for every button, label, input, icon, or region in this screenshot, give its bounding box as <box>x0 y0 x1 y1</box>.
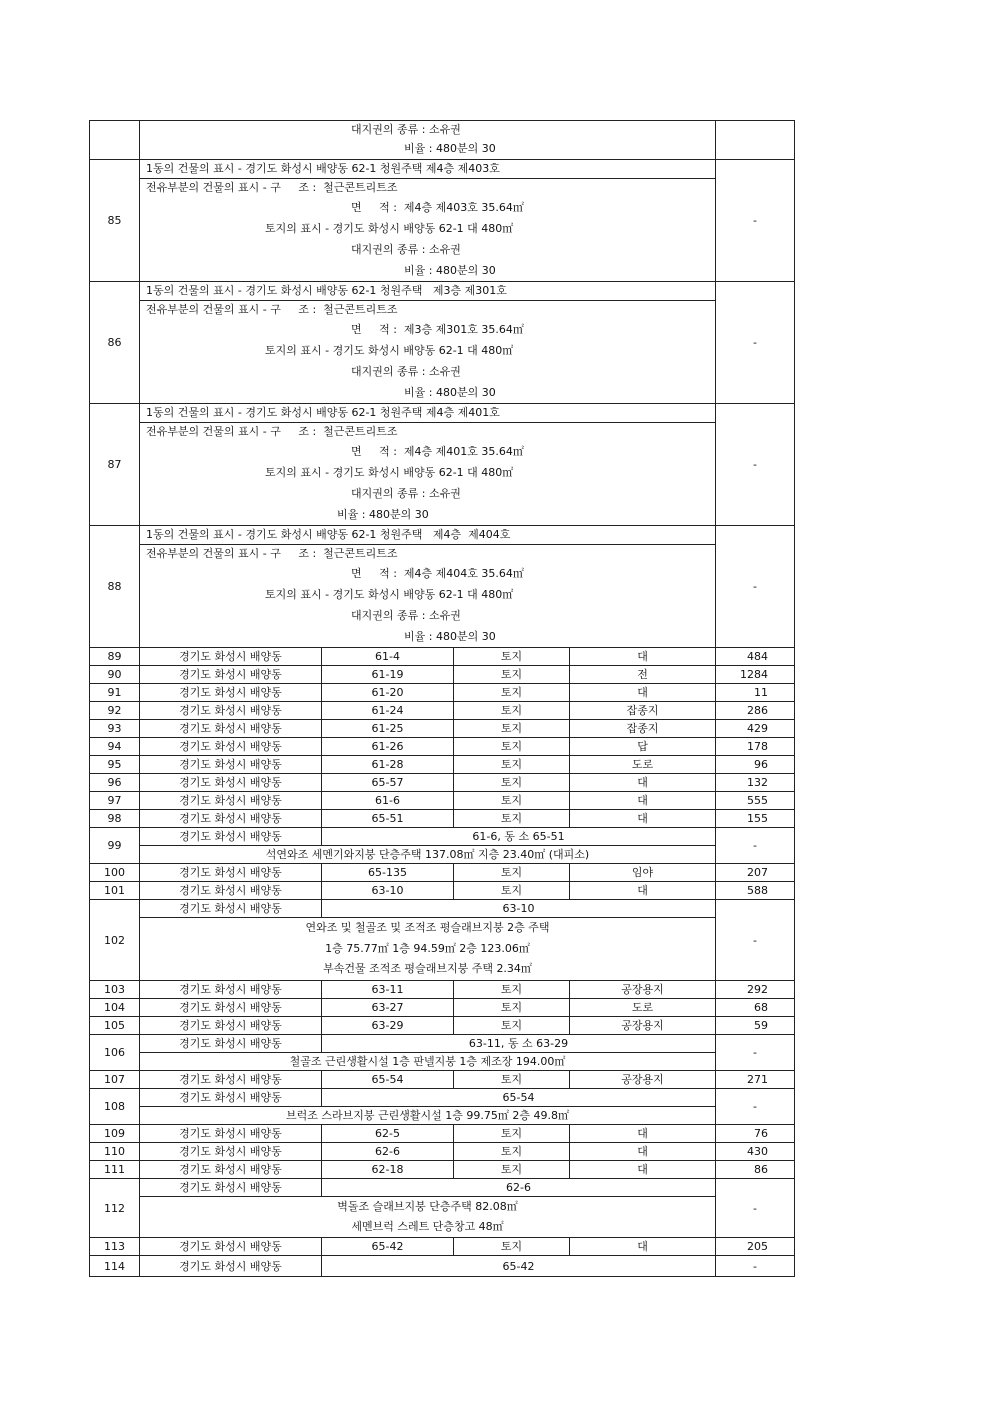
table-row <box>90 1089 795 1107</box>
property-table <box>89 120 795 1277</box>
address-cell: 경기도 화성시 배양동 <box>140 1089 322 1107</box>
area-cell: 430 <box>716 1143 795 1161</box>
row-number: 111 <box>90 1161 140 1179</box>
block-line: 토지의 표시 - 경기도 화성시 배양동 62-1 대 480㎡ <box>265 222 514 235</box>
table-row <box>90 918 795 981</box>
table-row <box>90 526 795 648</box>
kind-cell: 토지 <box>454 774 570 792</box>
use-cell: 대 <box>570 1238 716 1256</box>
area-cell: 76 <box>716 1125 795 1143</box>
kind-cell: 토지 <box>454 864 570 882</box>
block-content <box>140 404 716 526</box>
block-line: 비율 : 480분의 30 <box>404 264 496 277</box>
row-number: 112 <box>90 1179 140 1238</box>
row-number: 91 <box>90 684 140 702</box>
row-number: 109 <box>90 1125 140 1143</box>
table-row <box>90 828 795 846</box>
lot-cell: 62-5 <box>322 1125 454 1143</box>
block-line: 전유부분의 건물의 표시 - 구 조 : 철근콘트리트조 <box>146 547 398 560</box>
desc-line: 1층 75.77㎡ 1층 94.59㎡ 2층 123.06㎡ <box>325 941 530 955</box>
block-line: 전유부분의 건물의 표시 - 구 조 : 철근콘트리트조 <box>146 303 398 316</box>
lot-cell: 62-6 <box>322 1143 454 1161</box>
area-cell: - <box>716 526 795 648</box>
desc-line: 세멘브럭 스레트 단층창고 48㎡ <box>351 1220 504 1233</box>
use-cell: 잡종지 <box>570 702 716 720</box>
table-row <box>90 1053 795 1071</box>
block-line: 면 적 : 제4층 제404호 35.64㎡ <box>351 567 524 580</box>
address-cell: 경기도 화성시 배양동 <box>140 981 322 999</box>
kind-cell: 토지 <box>454 684 570 702</box>
block-content <box>140 160 716 282</box>
row-number: 85 <box>90 160 140 282</box>
row-number: 113 <box>90 1238 140 1256</box>
block-line: 토지의 표시 - 경기도 화성시 배양동 62-1 대 480㎡ <box>265 344 514 357</box>
row-number: 106 <box>90 1035 140 1071</box>
row-number: 99 <box>90 828 140 864</box>
table-row <box>90 684 795 702</box>
table-row <box>90 900 795 918</box>
block-line: 대지권의 종류 : 소유권 <box>351 487 461 500</box>
row-number: 93 <box>90 720 140 738</box>
table-row <box>90 1179 795 1197</box>
block-line: 대지권의 종류 : 소유권 <box>351 365 461 378</box>
address-cell: 경기도 화성시 배양동 <box>140 900 322 918</box>
lot-cell: 65-57 <box>322 774 454 792</box>
kind-cell: 토지 <box>454 792 570 810</box>
block-line: 토지의 표시 - 경기도 화성시 배양동 62-1 대 480㎡ <box>265 466 514 479</box>
address-cell: 경기도 화성시 배양동 <box>140 666 322 684</box>
table-row <box>90 774 795 792</box>
table-row <box>90 720 795 738</box>
area-cell: 68 <box>716 999 795 1017</box>
address-cell: 경기도 화성시 배양동 <box>140 792 322 810</box>
block-line: 면 적 : 제4층 제403호 35.64㎡ <box>351 201 524 214</box>
address-cell: 경기도 화성시 배양동 <box>140 684 322 702</box>
kind-cell: 토지 <box>454 1161 570 1179</box>
table-row <box>90 1256 795 1277</box>
address-cell: 경기도 화성시 배양동 <box>140 1256 322 1277</box>
area-cell: - <box>716 1179 795 1238</box>
block-line: 대지권의 종류 : 소유권 <box>351 609 461 622</box>
block-content <box>140 282 716 404</box>
address-cell: 경기도 화성시 배양동 <box>140 774 322 792</box>
table-row <box>90 404 795 526</box>
area-cell: 11 <box>716 684 795 702</box>
row-number: 90 <box>90 666 140 684</box>
use-cell: 대 <box>570 792 716 810</box>
table-row <box>90 282 795 404</box>
kind-cell: 토지 <box>454 999 570 1017</box>
area-cell: - <box>716 282 795 404</box>
kind-cell: 토지 <box>454 666 570 684</box>
area-cell: 207 <box>716 864 795 882</box>
desc-line: 부속건물 조적조 평슬래브지붕 주택 2.34㎡ <box>323 962 532 976</box>
building-desc: 석연와조 세멘기와지붕 단층주택 137.08㎡ 지층 23.40㎡ (대피소) <box>140 846 716 864</box>
row-number: 105 <box>90 1017 140 1035</box>
table-row <box>90 1197 795 1238</box>
use-cell: 공장용지 <box>570 1071 716 1089</box>
row-number: 87 <box>90 404 140 526</box>
use-cell: 공장용지 <box>570 1017 716 1035</box>
lot-cell: 63-10 <box>322 900 716 918</box>
lot-cell: 62-6 <box>322 1179 716 1197</box>
use-cell: 대 <box>570 810 716 828</box>
kind-cell: 토지 <box>454 882 570 900</box>
area-cell: 588 <box>716 882 795 900</box>
use-cell: 도로 <box>570 999 716 1017</box>
area-cell: 178 <box>716 738 795 756</box>
address-cell: 경기도 화성시 배양동 <box>140 648 322 666</box>
address-cell: 경기도 화성시 배양동 <box>140 720 322 738</box>
area-cell: 155 <box>716 810 795 828</box>
row-number: 104 <box>90 999 140 1017</box>
table-row <box>90 666 795 684</box>
table-row <box>90 864 795 882</box>
block-content <box>140 121 716 160</box>
area-cell: - <box>716 1256 795 1277</box>
table-row <box>90 882 795 900</box>
property-list-page <box>89 120 794 1277</box>
address-cell: 경기도 화성시 배양동 <box>140 738 322 756</box>
address-cell: 경기도 화성시 배양동 <box>140 810 322 828</box>
lot-cell: 63-10 <box>322 882 454 900</box>
block-header: 1동의 건물의 표시 - 경기도 화성시 배양동 62-1 청원주택 제4층 제403호 <box>140 160 715 179</box>
area-cell: 59 <box>716 1017 795 1035</box>
row-number: 96 <box>90 774 140 792</box>
block-header: 1동의 건물의 표시 - 경기도 화성시 배양동 62-1 청원주택 제3층 제301호 <box>140 282 715 301</box>
block-header: 1동의 건물의 표시 - 경기도 화성시 배양동 62-1 청원주택 제4층 제404호 <box>140 526 715 545</box>
area-cell: 292 <box>716 981 795 999</box>
area-cell: 484 <box>716 648 795 666</box>
block-content <box>140 526 716 648</box>
row-number: 92 <box>90 702 140 720</box>
area-cell: 205 <box>716 1238 795 1256</box>
kind-cell: 토지 <box>454 1017 570 1035</box>
address-cell: 경기도 화성시 배양동 <box>140 828 322 846</box>
row-number: 94 <box>90 738 140 756</box>
lot-cell: 61-25 <box>322 720 454 738</box>
use-cell: 대 <box>570 684 716 702</box>
table-row <box>90 1071 795 1089</box>
desc-line: 벽돌조 슬래브지붕 단층주택 82.08㎡ <box>337 1200 518 1213</box>
lot-cell: 65-42 <box>322 1238 454 1256</box>
use-cell: 도로 <box>570 756 716 774</box>
address-cell: 경기도 화성시 배양동 <box>140 1238 322 1256</box>
kind-cell: 토지 <box>454 1238 570 1256</box>
area-cell: - <box>716 1089 795 1125</box>
table-row <box>90 702 795 720</box>
building-desc <box>140 1197 716 1238</box>
table-row <box>90 810 795 828</box>
lot-cell: 61-6 <box>322 792 454 810</box>
kind-cell: 토지 <box>454 1125 570 1143</box>
row-number: 100 <box>90 864 140 882</box>
row-number <box>90 121 140 160</box>
row-number: 98 <box>90 810 140 828</box>
address-cell: 경기도 화성시 배양동 <box>140 1143 322 1161</box>
block-line: 대지권의 종류 : 소유권 <box>351 123 461 136</box>
table-row <box>90 1107 795 1125</box>
area-cell: 86 <box>716 1161 795 1179</box>
row-number: 101 <box>90 882 140 900</box>
address-cell: 경기도 화성시 배양동 <box>140 1071 322 1089</box>
area-cell: - <box>716 828 795 864</box>
lot-cell: 65-135 <box>322 864 454 882</box>
kind-cell: 토지 <box>454 648 570 666</box>
area-cell: 1284 <box>716 666 795 684</box>
address-cell: 경기도 화성시 배양동 <box>140 1179 322 1197</box>
kind-cell: 토지 <box>454 810 570 828</box>
block-line: 비율 : 480분의 30 <box>337 508 429 521</box>
area-cell: 555 <box>716 792 795 810</box>
table-row <box>90 756 795 774</box>
lot-cell: 65-42 <box>322 1256 716 1277</box>
row-number: 110 <box>90 1143 140 1161</box>
use-cell: 대 <box>570 1143 716 1161</box>
row-number: 97 <box>90 792 140 810</box>
block-line: 토지의 표시 - 경기도 화성시 배양동 62-1 대 480㎡ <box>265 588 514 601</box>
block-line: 비율 : 480분의 30 <box>404 630 496 643</box>
area-cell: - <box>716 1035 795 1071</box>
lot-cell: 65-54 <box>322 1071 454 1089</box>
kind-cell: 토지 <box>454 1071 570 1089</box>
address-cell: 경기도 화성시 배양동 <box>140 999 322 1017</box>
row-number: 107 <box>90 1071 140 1089</box>
row-number: 103 <box>90 981 140 999</box>
lot-cell: 61-28 <box>322 756 454 774</box>
block-line: 면 적 : 제3층 제301호 35.64㎡ <box>351 323 524 336</box>
table-row <box>90 1161 795 1179</box>
use-cell: 임야 <box>570 864 716 882</box>
block-line: 전유부분의 건물의 표시 - 구 조 : 철근콘트리트조 <box>146 181 398 194</box>
building-desc: 브럭조 스라브지붕 근린생활시설 1층 99.75㎡ 2층 49.8㎡ <box>140 1107 716 1125</box>
address-cell: 경기도 화성시 배양동 <box>140 882 322 900</box>
block-line: 비율 : 480분의 30 <box>404 142 496 155</box>
building-desc: 철골조 근린생활시설 1층 판넬지붕 1층 제조장 194.00㎡ <box>140 1053 716 1071</box>
block-header: 1동의 건물의 표시 - 경기도 화성시 배양동 62-1 청원주택 제4층 제401호 <box>140 404 715 423</box>
address-cell: 경기도 화성시 배양동 <box>140 1017 322 1035</box>
area-cell: 429 <box>716 720 795 738</box>
row-number: 88 <box>90 526 140 648</box>
kind-cell: 토지 <box>454 738 570 756</box>
area-cell: 96 <box>716 756 795 774</box>
row-number: 95 <box>90 756 140 774</box>
area-cell <box>716 121 795 160</box>
table-row <box>90 1125 795 1143</box>
table-row <box>90 648 795 666</box>
area-cell: 271 <box>716 1071 795 1089</box>
table-row <box>90 846 795 864</box>
lot-cell: 61-4 <box>322 648 454 666</box>
row-number: 108 <box>90 1089 140 1125</box>
area-cell: 286 <box>716 702 795 720</box>
block-line: 면 적 : 제4층 제401호 35.64㎡ <box>351 445 524 458</box>
area-cell: - <box>716 160 795 282</box>
lot-cell: 61-19 <box>322 666 454 684</box>
kind-cell: 토지 <box>454 702 570 720</box>
use-cell: 대 <box>570 1161 716 1179</box>
block-line: 비율 : 480분의 30 <box>404 386 496 399</box>
use-cell: 전 <box>570 666 716 684</box>
address-cell: 경기도 화성시 배양동 <box>140 864 322 882</box>
lot-cell: 65-54 <box>322 1089 716 1107</box>
row-number: 89 <box>90 648 140 666</box>
address-cell: 경기도 화성시 배양동 <box>140 1161 322 1179</box>
table-row <box>90 121 795 160</box>
lot-cell: 61-24 <box>322 702 454 720</box>
block-line: 전유부분의 건물의 표시 - 구 조 : 철근콘트리트조 <box>146 425 398 438</box>
building-desc <box>140 918 716 981</box>
table-row <box>90 1017 795 1035</box>
area-cell: - <box>716 404 795 526</box>
address-cell: 경기도 화성시 배양동 <box>140 1125 322 1143</box>
use-cell: 잡종지 <box>570 720 716 738</box>
lot-cell: 63-11 <box>322 981 454 999</box>
kind-cell: 토지 <box>454 756 570 774</box>
use-cell: 공장용지 <box>570 981 716 999</box>
area-cell: - <box>716 900 795 981</box>
row-number: 102 <box>90 900 140 981</box>
kind-cell: 토지 <box>454 981 570 999</box>
table-row <box>90 792 795 810</box>
table-row <box>90 160 795 282</box>
kind-cell: 토지 <box>454 1143 570 1161</box>
lot-cell: 61-26 <box>322 738 454 756</box>
address-cell: 경기도 화성시 배양동 <box>140 1035 322 1053</box>
use-cell: 대 <box>570 648 716 666</box>
area-cell: 132 <box>716 774 795 792</box>
use-cell: 대 <box>570 774 716 792</box>
desc-line: 연와조 및 철골조 및 조적조 평슬래브지붕 2층 주택 <box>305 921 550 935</box>
kind-cell: 토지 <box>454 720 570 738</box>
table-row <box>90 981 795 999</box>
use-cell: 답 <box>570 738 716 756</box>
address-cell: 경기도 화성시 배양동 <box>140 702 322 720</box>
row-number: 86 <box>90 282 140 404</box>
lot-cell: 61-6, 동 소 65-51 <box>322 828 716 846</box>
use-cell: 대 <box>570 882 716 900</box>
address-cell: 경기도 화성시 배양동 <box>140 756 322 774</box>
lot-cell: 65-51 <box>322 810 454 828</box>
row-number: 114 <box>90 1256 140 1277</box>
lot-cell: 63-11, 동 소 63-29 <box>322 1035 716 1053</box>
table-row <box>90 1035 795 1053</box>
table-row <box>90 999 795 1017</box>
lot-cell: 61-20 <box>322 684 454 702</box>
table-row <box>90 1143 795 1161</box>
lot-cell: 63-27 <box>322 999 454 1017</box>
table-row <box>90 1238 795 1256</box>
use-cell: 대 <box>570 1125 716 1143</box>
block-line: 대지권의 종류 : 소유권 <box>351 243 461 256</box>
lot-cell: 63-29 <box>322 1017 454 1035</box>
table-row <box>90 738 795 756</box>
lot-cell: 62-18 <box>322 1161 454 1179</box>
